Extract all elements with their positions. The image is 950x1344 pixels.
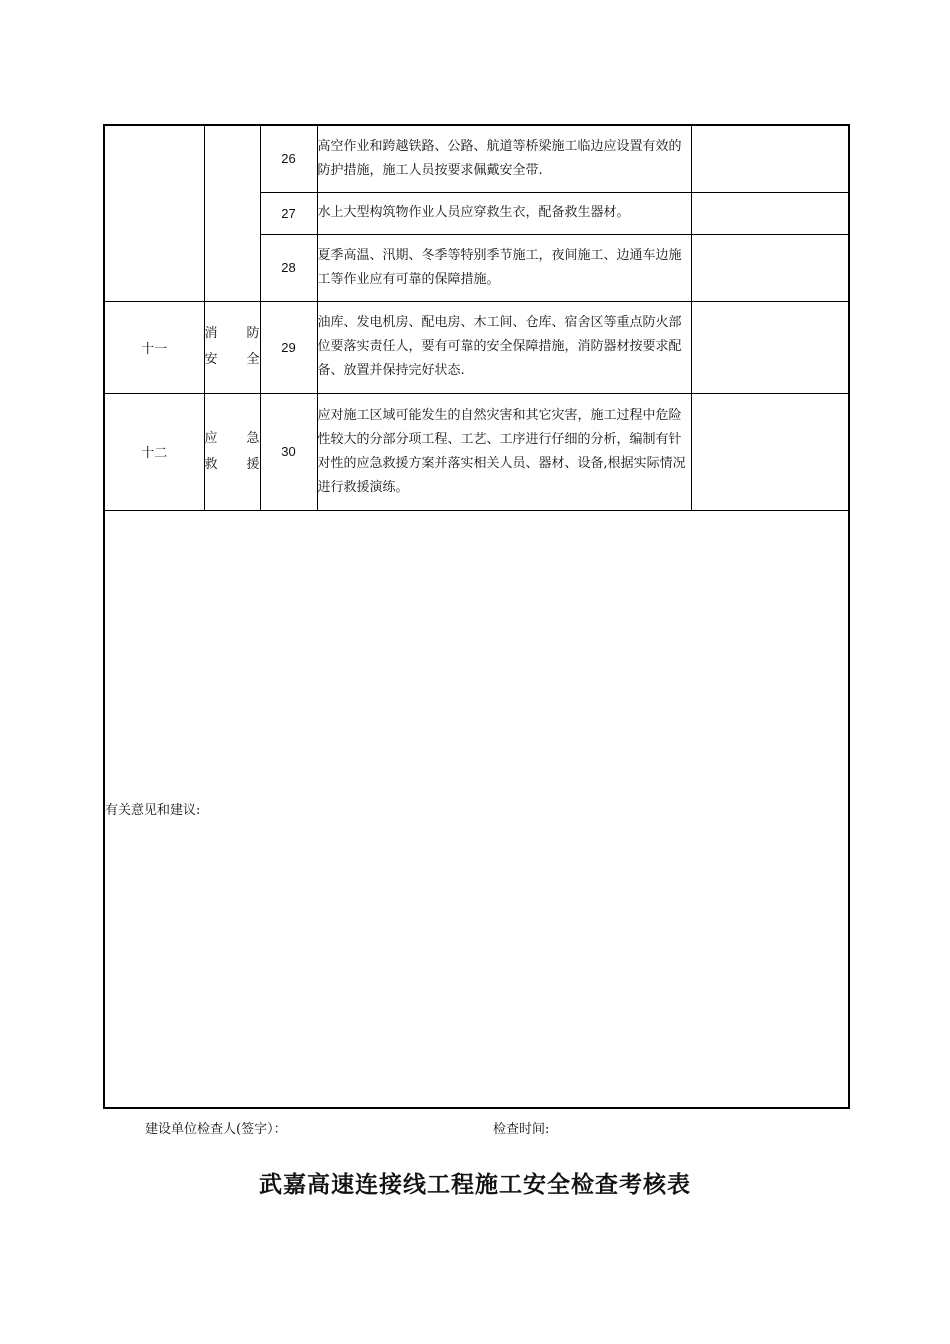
remark-cell [691,234,849,301]
category-name-line: 应 急 [204,430,260,446]
opinions-cell [104,510,849,1108]
remark-cell [691,125,849,192]
category-number-cell [104,125,204,301]
table-row [104,301,849,393]
category-name-line: 消 防 [204,326,260,341]
opinions-label: 有关意见和建议: [105,803,201,818]
item-number: 26 [260,125,317,192]
category-name [204,393,260,510]
inspection-table [103,124,850,1109]
inspector-signature-label: 建设单位检查人(签字）： [145,1122,287,1137]
category-name-cell [204,125,260,301]
item-number: 27 [260,192,317,234]
category-name-line: 救援 [204,456,260,472]
item-requirement: 应对施工区域可能发生的自然灾害和其它灾害，施工过程中危险性较大的分部分项工程、工艺、工序进行仔细的分析，编制有针对性的应急救援方案并落实相关人员、器材、设备,根据实际情况进行救援演练。 [317,393,691,510]
item-number: 30 [260,393,317,510]
item-number: 28 [260,234,317,301]
table-row [104,125,849,192]
remark-cell [691,393,849,510]
category-number: 十一 [104,301,204,393]
inspection-time-label: 检查时间: [493,1122,550,1137]
item-requirement: 夏季高温、汛期、冬季等特别季节施工，夜间施工、边通车边施工等作业应有可靠的保障措施。 [317,234,691,301]
item-requirement: 油库、发电机房、配电房、木工间、仓库、宿舍区等重点防火部位要落实责任人，要有可靠的安全保障措施，消防器材按要求配备、放置并保持完好状态. [317,301,691,393]
category-name-line: 安全 [204,352,260,367]
table-row [104,393,849,510]
item-number: 29 [260,301,317,393]
item-requirement: 高空作业和跨越铁路、公路、航道等桥梁施工临边应设置有效的防护措施，施工人员按要求佩戴安全带. [317,125,691,192]
category-number: 十二 [104,393,204,510]
remark-cell [691,301,849,393]
remark-cell [691,192,849,234]
item-requirement: 水上大型构筑物作业人员应穿救生衣，配备救生器材。 [317,192,691,234]
category-name [204,301,260,393]
opinions-row [104,510,849,1108]
page-title: 武嘉高速连接线工程施工安全检查考核表 [259,1172,691,1198]
